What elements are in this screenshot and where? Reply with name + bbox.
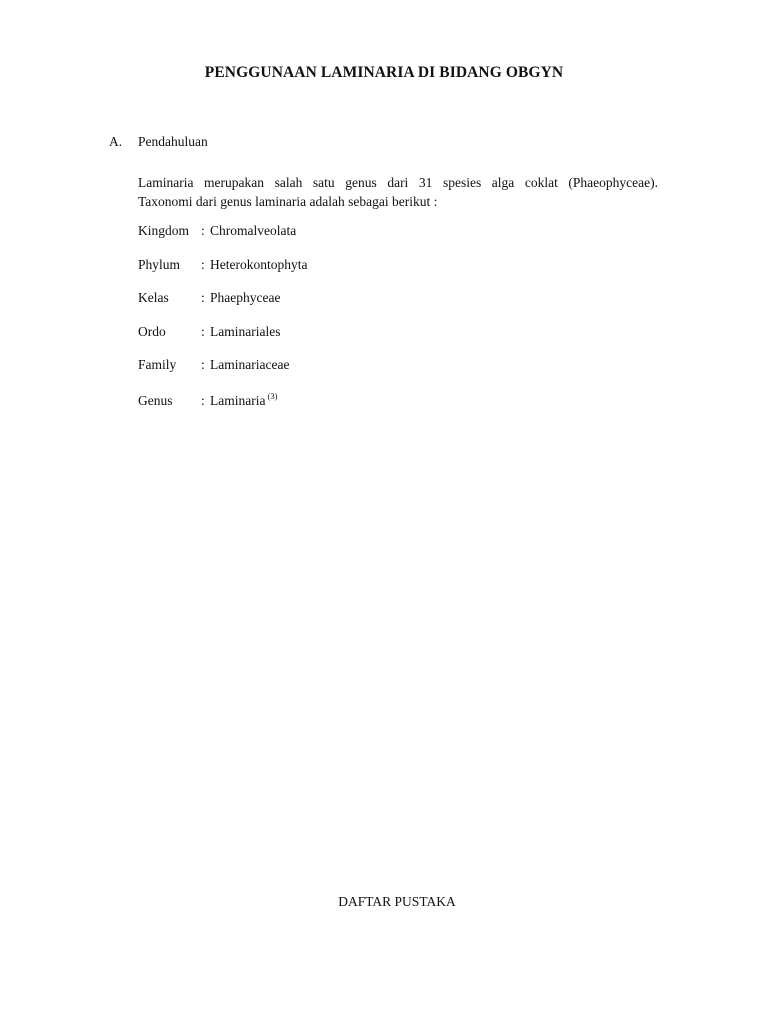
taxonomy-row-genus [138, 391, 307, 425]
reference-superscript: (3) [267, 390, 278, 401]
taxonomy-rank: Family [138, 357, 177, 372]
section-marker: A. [109, 134, 123, 149]
taxonomy-separator: : [201, 223, 205, 238]
taxonomy-separator: : [201, 357, 205, 372]
taxonomy-row-ordo [138, 324, 307, 358]
taxonomy-rank: Kelas [138, 290, 169, 305]
section-heading [109, 134, 208, 150]
taxonomy-list [138, 223, 307, 424]
taxonomy-separator: : [201, 392, 205, 408]
page-title: PENGGUNAAN LAMINARIA DI BIDANG OBGYN [204, 64, 564, 81]
intro-paragraph [138, 173, 658, 211]
taxonomy-rank: Kingdom [138, 223, 190, 238]
taxonomy-rank: Ordo [138, 323, 166, 339]
taxonomy-value: Laminariaceae [210, 357, 290, 372]
taxonomy-value: Chromalveolata [210, 223, 297, 238]
intro-line: Laminaria merupakan salah satu genus dari 31 spesies alga coklat (Phaeophyceae). [138, 175, 658, 190]
taxonomy-value: Laminariales [210, 323, 281, 339]
taxonomy-rank: Genus [138, 392, 173, 408]
intro-line: Taxonomi dari genus laminaria adalah sebagai berikut : [138, 194, 438, 209]
taxonomy-value: Phaephyceae [210, 290, 281, 305]
taxonomy-row-kingdom [138, 223, 307, 257]
taxonomy-value: Laminaria [210, 392, 266, 408]
taxonomy-row-kelas [138, 290, 307, 324]
section-heading-text: Pendahuluan [138, 134, 208, 149]
taxonomy-row-phylum [138, 257, 307, 291]
taxonomy-separator: : [201, 290, 205, 305]
taxonomy-row-family [138, 357, 307, 391]
taxonomy-separator: : [201, 256, 205, 272]
taxonomy-rank: Phylum [138, 256, 181, 272]
taxonomy-separator: : [201, 323, 205, 339]
references-heading: DAFTAR PUSTAKA [338, 894, 456, 909]
taxonomy-value: Heterokontophyta [210, 256, 308, 272]
